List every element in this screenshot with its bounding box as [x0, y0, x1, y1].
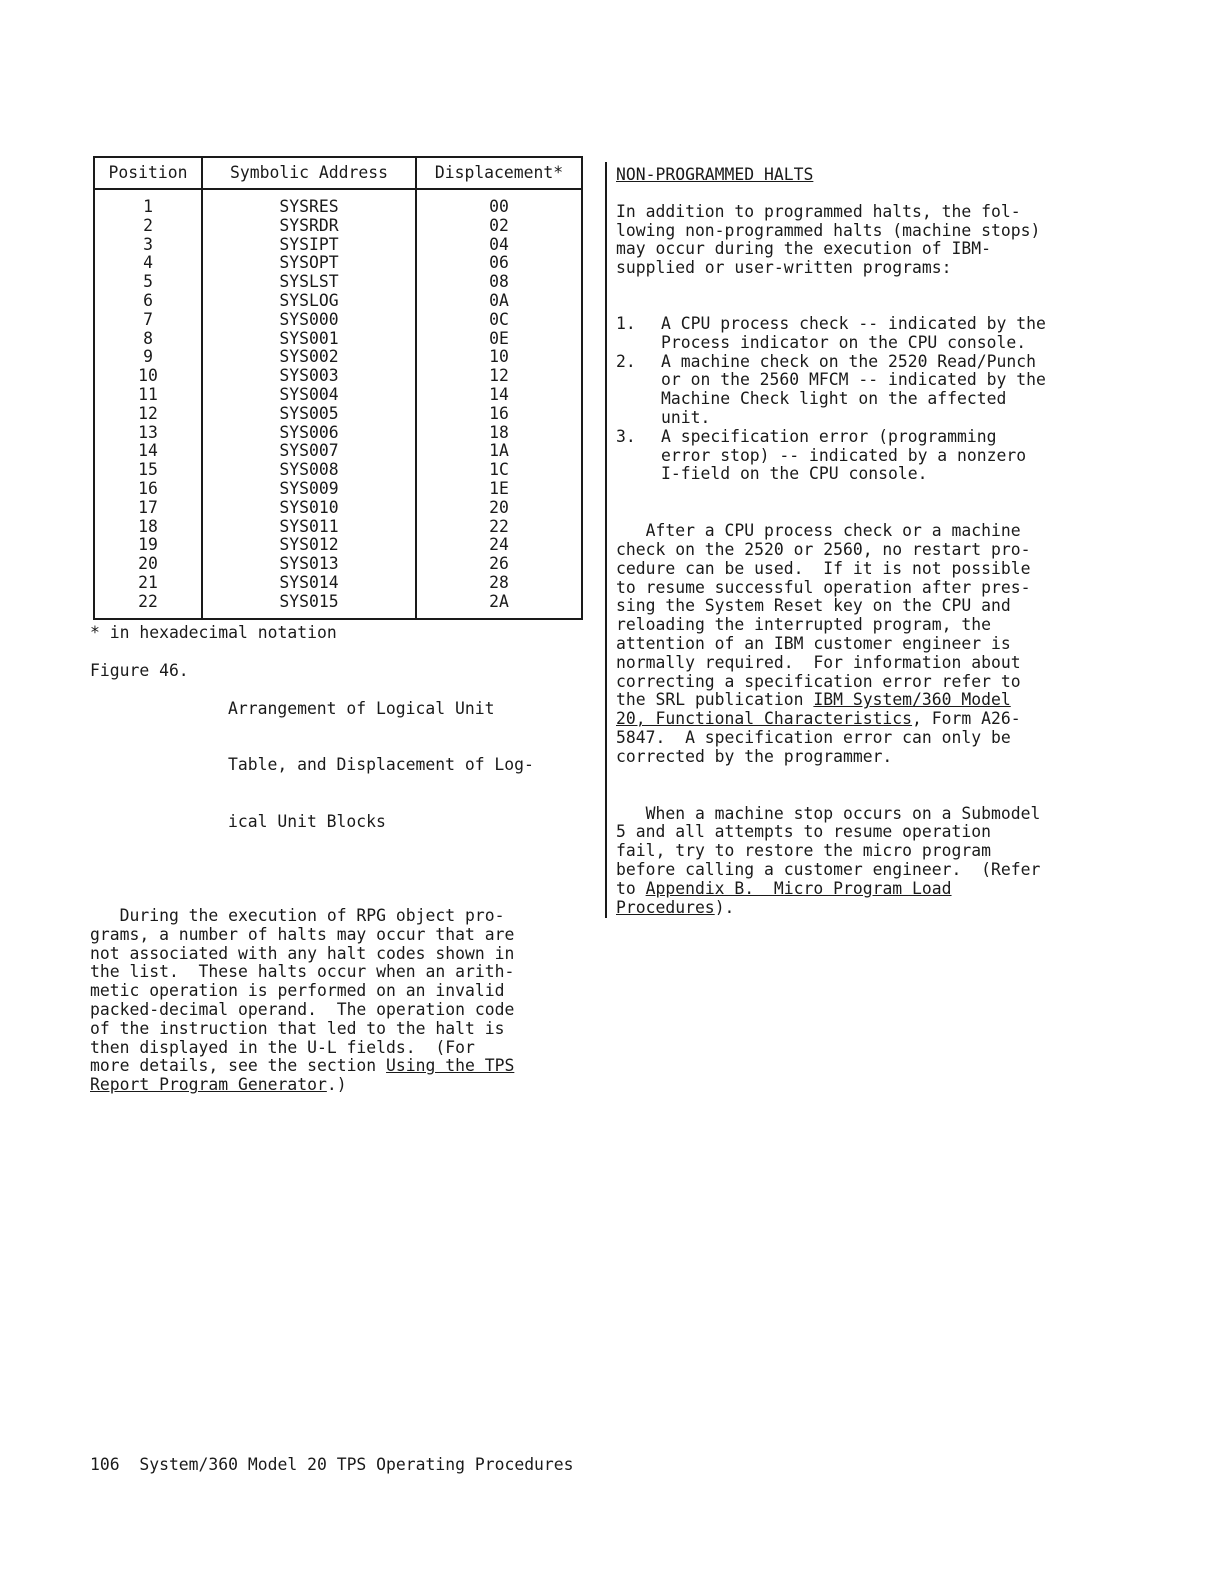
text-line: normally required. For information about — [616, 652, 1021, 672]
text-line: the list. These halts occur when an arith- — [90, 962, 515, 982]
cell-position: 18 — [94, 518, 202, 537]
cell-symbolic-address: SYSLST — [202, 273, 416, 292]
item-number: 2. — [616, 351, 636, 371]
left-column — [90, 156, 584, 1095]
section-heading: NON-PROGRAMMED HALTS — [616, 165, 814, 184]
text-line: then displayed in the U-L fields. (For — [90, 1037, 475, 1057]
caption-line: Arrangement of Logical Unit — [228, 698, 495, 718]
cell-displacement: 28 — [416, 574, 582, 593]
cell-displacement: 1C — [416, 461, 582, 480]
cell-position: 6 — [94, 292, 202, 311]
cell-displacement: 10 — [416, 348, 582, 367]
text-line — [90, 1076, 584, 1095]
cell-symbolic-address: SYSRDR — [202, 217, 416, 236]
text-line — [616, 899, 1116, 918]
column-divider — [605, 162, 607, 918]
publication-reference-link[interactable]: IBM System/360 Model — [813, 690, 1011, 710]
text-line: packed-decimal operand. The operation code — [90, 1000, 515, 1020]
table-row — [94, 461, 582, 480]
cell-displacement: 02 — [416, 217, 582, 236]
cell-symbolic-address: SYS004 — [202, 386, 416, 405]
item-text: A machine check on the 2520 Read/Punch or on the 2560 MFCM -- indicated by the Machine Check light on the affected unit. — [661, 351, 1046, 427]
header-displacement: Displacement* — [416, 157, 582, 189]
table-body — [94, 189, 582, 619]
text-line: check on the 2520 or 2560, no restart pro- — [616, 539, 1031, 559]
text-line: of the instruction that led to the halt is — [90, 1018, 505, 1038]
text-fragment: ). — [714, 897, 735, 917]
text-line — [616, 710, 1116, 729]
text-line: grams, a number of halts may occur that are — [90, 924, 515, 944]
rpg-halts-paragraph — [90, 907, 584, 1095]
list-item — [616, 315, 1116, 353]
cell-displacement: 06 — [416, 254, 582, 273]
cell-position: 10 — [94, 367, 202, 386]
cell-symbolic-address: SYS011 — [202, 518, 416, 537]
cell-symbolic-address: SYS000 — [202, 311, 416, 330]
cell-displacement: 04 — [416, 236, 582, 255]
table-row — [94, 518, 582, 537]
text-line: supplied or user-written programs: — [616, 258, 952, 278]
cell-displacement: 12 — [416, 367, 582, 386]
figure-label: Figure 46. — [90, 661, 189, 681]
table-row — [94, 555, 582, 574]
cell-position: 13 — [94, 424, 202, 443]
text-line: metic operation is performed on an invalid — [90, 981, 505, 1001]
text-fragment: to — [616, 878, 646, 898]
table-row — [94, 405, 582, 424]
table-footnote: * in hexadecimal notation — [90, 622, 337, 642]
table-row — [94, 330, 582, 349]
text-line: In addition to programmed halts, the fol- — [616, 201, 1021, 221]
cell-position: 2 — [94, 217, 202, 236]
cell-displacement: 1E — [416, 480, 582, 499]
text-line: fail, try to restore the micro program — [616, 841, 991, 861]
cell-symbolic-address: SYS014 — [202, 574, 416, 593]
table-row — [94, 367, 582, 386]
right-column — [616, 166, 1116, 917]
cell-displacement: 18 — [416, 424, 582, 443]
cell-symbolic-address: SYS005 — [202, 405, 416, 424]
text-line: not associated with any halt codes shown in — [90, 943, 515, 963]
cell-symbolic-address: SYS001 — [202, 330, 416, 349]
cell-symbolic-address: SYSIPT — [202, 236, 416, 255]
appendix-reference-link-cont[interactable]: Procedures — [616, 897, 715, 917]
text-line: lowing non-programmed halts (machine stops) — [616, 220, 1041, 240]
cell-displacement: 0A — [416, 292, 582, 311]
caption-line: ical Unit Blocks — [228, 811, 386, 831]
table-row — [94, 536, 582, 555]
cell-displacement: 14 — [416, 386, 582, 405]
text-line: reloading the interrupted program, the — [616, 615, 991, 635]
cell-symbolic-address: SYS006 — [202, 424, 416, 443]
cell-symbolic-address: SYS012 — [202, 536, 416, 555]
text-line: correcting a specification error refer to — [616, 671, 1021, 691]
item-number: 3. — [616, 426, 636, 446]
cell-symbolic-address: SYS010 — [202, 499, 416, 518]
text-line: before calling a customer engineer. (Refer — [616, 859, 1041, 879]
table-row — [94, 424, 582, 443]
restart-paragraph — [616, 522, 1116, 766]
text-line: attention of an IBM customer engineer is — [616, 633, 1011, 653]
intro-paragraph — [616, 203, 1116, 278]
cell-position: 14 — [94, 442, 202, 461]
text-line — [616, 691, 1116, 710]
cell-position: 22 — [94, 593, 202, 619]
table-row — [94, 311, 582, 330]
text-line: During the execution of RPG object pro- — [90, 906, 505, 926]
header-symbolic-address: Symbolic Address — [202, 157, 416, 189]
item-number: 1. — [616, 313, 636, 333]
item-text: A CPU process check -- indicated by the Process indicator on the CPU console. — [661, 313, 1046, 352]
cell-displacement: 24 — [416, 536, 582, 555]
cell-displacement: 0C — [416, 311, 582, 330]
page-footer: 106 System/360 Model 20 TPS Operating Procedures — [90, 1455, 574, 1474]
list-item — [616, 353, 1116, 428]
cell-displacement: 16 — [416, 405, 582, 424]
table-row — [94, 189, 582, 217]
text-fragment: .) — [326, 1075, 347, 1095]
table-row — [94, 499, 582, 518]
cell-position: 12 — [94, 405, 202, 424]
cell-symbolic-address: SYS013 — [202, 555, 416, 574]
header-position: Position — [94, 157, 202, 189]
table-row — [94, 593, 582, 619]
section-reference-link[interactable]: Using the TPS — [386, 1056, 515, 1076]
cell-symbolic-address: SYSOPT — [202, 254, 416, 273]
text-fragment: , Form A26- — [912, 709, 1021, 729]
table-row — [94, 574, 582, 593]
cell-symbolic-address: SYS002 — [202, 348, 416, 367]
cell-position: 7 — [94, 311, 202, 330]
cell-position: 21 — [94, 574, 202, 593]
cell-position: 15 — [94, 461, 202, 480]
text-fragment: more details, see the section — [90, 1056, 387, 1076]
list-item — [616, 428, 1116, 484]
caption-line: Table, and Displacement of Log- — [228, 755, 534, 775]
text-line: may occur during the execution of IBM- — [616, 239, 991, 259]
cell-displacement: 2A — [416, 593, 582, 619]
text-line: After a CPU process check or a machine — [616, 521, 1021, 541]
cell-position: 3 — [94, 236, 202, 255]
cell-symbolic-address: SYSLOG — [202, 292, 416, 311]
text-line: cedure can be used. If it is not possible — [616, 558, 1031, 578]
cell-displacement: 00 — [416, 189, 582, 217]
cell-position: 5 — [94, 273, 202, 292]
submodel-paragraph — [616, 805, 1116, 918]
cell-position: 9 — [94, 348, 202, 367]
publication-reference-link-cont[interactable]: 20, Functional Characteristics — [616, 709, 913, 729]
cell-displacement: 20 — [416, 499, 582, 518]
table-row — [94, 386, 582, 405]
cell-position: 11 — [94, 386, 202, 405]
cell-displacement: 22 — [416, 518, 582, 537]
cell-position: 8 — [94, 330, 202, 349]
text-line: sing the System Reset key on the CPU and — [616, 596, 1011, 616]
cell-position: 16 — [94, 480, 202, 499]
table-row — [94, 480, 582, 499]
table-row — [94, 217, 582, 236]
cell-position: 1 — [94, 189, 202, 217]
cell-displacement: 08 — [416, 273, 582, 292]
cell-symbolic-address: SYS003 — [202, 367, 416, 386]
figure-caption — [90, 662, 584, 869]
section-reference-link-cont[interactable]: Report Program Generator — [90, 1075, 327, 1095]
table-row — [94, 292, 582, 311]
cell-symbolic-address: SYS008 — [202, 461, 416, 480]
figure-caption-text — [228, 662, 534, 869]
item-text: A specification error (programming error stop) -- indicated by a nonzero I-field on the CPU console. — [661, 426, 1027, 484]
table-row — [94, 254, 582, 273]
table-row — [94, 236, 582, 255]
cell-position: 17 — [94, 499, 202, 518]
halt-list — [616, 315, 1116, 484]
text-line: 5847. A specification error can only be — [616, 727, 1011, 747]
text-line: to resume successful operation after pres- — [616, 577, 1031, 597]
cell-symbolic-address: SYS015 — [202, 593, 416, 619]
cell-position: 4 — [94, 254, 202, 273]
cell-displacement: 26 — [416, 555, 582, 574]
text-line: When a machine stop occurs on a Submodel — [616, 803, 1041, 823]
cell-symbolic-address: SYSRES — [202, 189, 416, 217]
appendix-reference-link[interactable]: Appendix B. Micro Program Load — [645, 878, 952, 898]
text-line — [616, 880, 1116, 899]
table-header-row — [94, 157, 582, 189]
cell-displacement: 0E — [416, 330, 582, 349]
cell-symbolic-address: SYS007 — [202, 442, 416, 461]
text-line: 5 and all attempts to resume operation — [616, 822, 991, 842]
cell-displacement: 1A — [416, 442, 582, 461]
text-line: corrected by the programmer. — [616, 746, 893, 766]
cell-position: 19 — [94, 536, 202, 555]
text-fragment: the SRL publication — [616, 690, 814, 710]
text-line — [90, 1057, 584, 1076]
table-row — [94, 273, 582, 292]
table-row — [94, 442, 582, 461]
cell-position: 20 — [94, 555, 202, 574]
logical-unit-table — [93, 156, 583, 620]
table-row — [94, 348, 582, 367]
cell-symbolic-address: SYS009 — [202, 480, 416, 499]
